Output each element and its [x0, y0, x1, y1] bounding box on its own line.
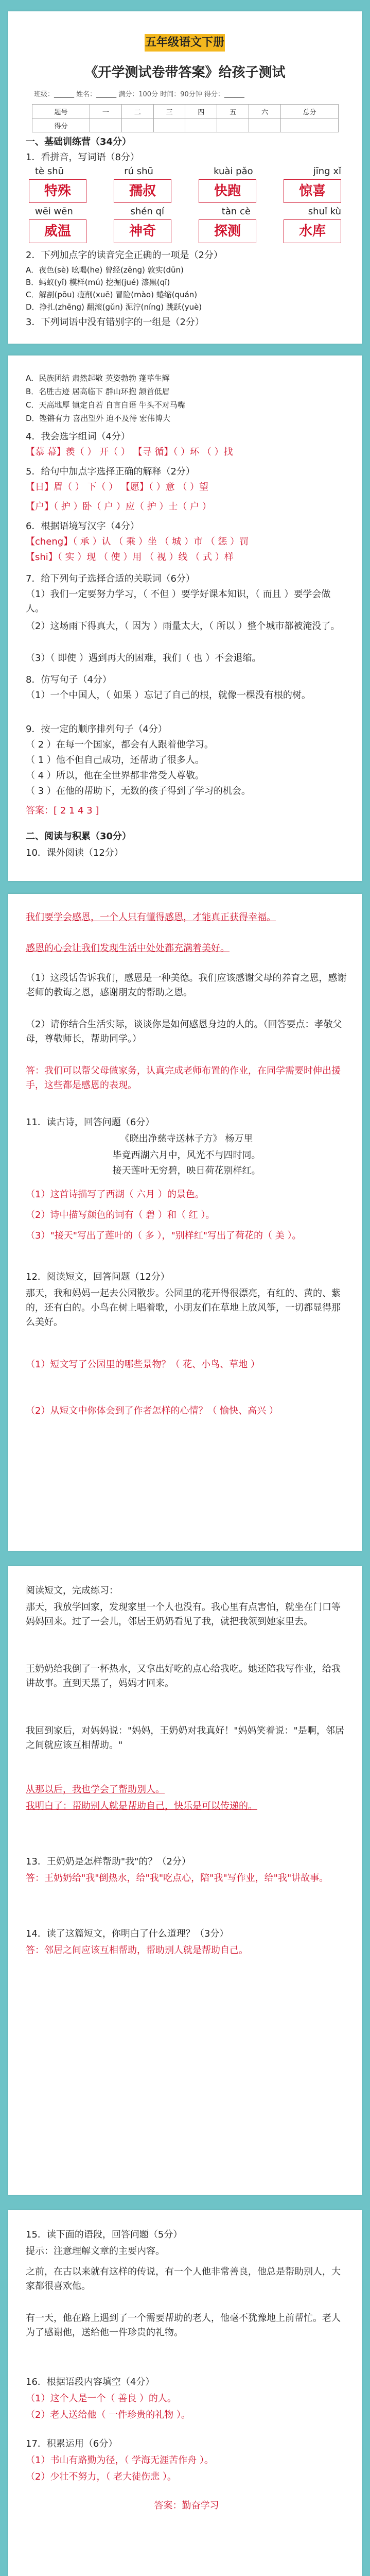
- fill-line: 【户】（ 护 ）卧（ 户 ）应（ 护 ）士（ 户 ）: [26, 501, 212, 512]
- poem-title: 《晓出净慈寺送林子方》 杨万里: [120, 1133, 253, 1144]
- score-row-header: 题号 一 二 三 四 五 六 总分: [32, 105, 339, 118]
- question-1: 1．看拼音，写词语（8分）: [26, 152, 139, 163]
- q5-answer: 【日】眉（ ） 下（ ） 【愿】（ ）意 （ ）望: [26, 482, 209, 493]
- question-2: 2．下列加点字的读音完全正确的一项是（2分）: [26, 250, 223, 261]
- section-title-2: 二、阅读与积累（30分）: [26, 831, 132, 842]
- grade-badge: 五年级语文下册: [145, 34, 225, 52]
- q11-answer-3: （3）"接天"写出了莲叶的（ 多 ），"别样红"写出了荷花的（ 美 ）。: [26, 1230, 302, 1241]
- sheet-5: [8, 2210, 362, 2576]
- q2-option-c: C．解剖(pōu) 瘦削(xuē) 冒险(mào) 蜷缩(quán): [26, 290, 198, 299]
- question-10: 10．课外阅读（12分）: [26, 848, 124, 858]
- question-7: 7．给下列句子选择合适的关联词（6分）: [26, 573, 195, 584]
- answer-boxes-2: 威温 神奇 探测 水库: [29, 219, 341, 243]
- answer-13: 答：王奶奶给"我"倒热水，给"我"吃点心，陪"我"写作业，给"我"讲故事。: [26, 1873, 329, 1884]
- q9-answer: 答案：[ 2 1 4 3 ]: [26, 805, 99, 816]
- page-title: 《开学测试卷带答案》给孩子测试: [84, 65, 286, 80]
- question-15: 15．读下面的语段，回答问题（5分）: [26, 2229, 183, 2240]
- question-13: 13．王奶奶是怎样帮助"我"的？（2分）: [26, 1856, 191, 1867]
- reading-para-3: 我回到家后，对妈妈说："妈妈，王奶奶对我真好！"妈妈笑着说："是啊，邻居之间就应该互相帮助。": [26, 1725, 344, 1751]
- story-answer-2: （2）从短文中你体会到了作者怎样的心情？（ 愉快、高兴 ）: [26, 1405, 278, 1416]
- reading-para-2: 王奶奶给我倒了一杯热水，又拿出好吃的点心给我吃。她还陪我写作业，给我讲故事。直到天黑了，妈妈才回来。: [26, 1664, 341, 1689]
- answer-17-1: （1）书山有路勤为径，（ 学海无涯苦作舟 ）。: [26, 2455, 214, 2466]
- question-4: 4．我会选字组词（4分）: [26, 431, 130, 442]
- exam-meta: 班级：______ 姓名：______ 满分：100分 时间：90分钟 得分：______: [34, 91, 244, 98]
- q7-item-1: （1）我们一定要努力学习，（ 不但 ）要学好课本知识，（ 而且 ）要学会做人。: [26, 589, 331, 614]
- reading-intro: 阅读短文，完成练习：: [26, 1585, 118, 1596]
- answer-17-2: （2）少壮不努力，（ 老大徒伤悲 ）。: [26, 2471, 177, 2482]
- q9-item-4: （ 3 ）在他的帮助下，无数的孩子得到了学习的机会。: [26, 786, 251, 796]
- paragraph-2: （2）请你结合生活实际，谈谈你是如何感恩身边的人的。（回答要点：孝敬父母，尊敬师长，帮助同学。）: [26, 1019, 342, 1044]
- q2-option-a: A．夜色(sè) 吆喝(he) 曾经(zēng) 敦实(dūn): [26, 265, 184, 275]
- section6-para-1: 之前，在古以来就有这样的传说，有一个人他非常善良，他总是帮助别人，大家都很喜欢他。: [26, 2266, 341, 2292]
- question-17: 17．积累运用（6分）: [26, 2438, 118, 2449]
- question-14: 14．读了这篇短文，你明白了什么道理？（3分）: [26, 1928, 229, 1939]
- poem-line-2: 接天莲叶无穷碧，映日荷花别样红。: [112, 1165, 261, 1176]
- section6-para-2: 有一天，他在路上遇到了一个需要帮助的老人，他毫不犹豫地上前帮忙。老人为了感谢他，送给他一件珍贵的礼物。: [26, 2313, 341, 2338]
- question-5: 5．给句中加点字选择正确的解释（2分）: [26, 466, 195, 477]
- question-12: 12．阅读短文，回答问题（12分）: [26, 1272, 170, 1282]
- score-row-values: 得分: [32, 118, 339, 132]
- pinyin-row-1: tè shū rú shū kuài pǎo jīng xǐ: [35, 166, 341, 177]
- q3-option-b: B．名胜古迹 居高临下 群山环抱 颔首低眉: [26, 387, 170, 396]
- q9-item-3: （ 4 ）所以，他在全世界都非常受人尊敬。: [26, 770, 204, 781]
- q4-answer: 【慕 幕】羡（ ） 开（ ） 【寻 循】（ ）环 （ ）找: [26, 447, 233, 457]
- highlight-2: 我明白了：帮助别人就是帮助自己，快乐是可以传递的。: [26, 1801, 257, 1811]
- q9-item-1: （ 2 ）在每一个国家，都会有人跟着他学习。: [26, 739, 214, 750]
- answer-box: 答案：勤奋学习: [154, 2500, 219, 2511]
- poem-line-1: 毕竟西湖六月中，风光不与四时同。: [112, 1150, 261, 1161]
- answer-boxes-1: 特殊 孺叔 快跑 惊喜: [29, 179, 341, 203]
- q11-answer-2: （2）诗中描写颜色的词有（ 碧 ）和（ 红 ）。: [26, 1210, 215, 1221]
- answer-14: 答：邻居之间应该互相帮助，帮助别人就是帮助自己。: [26, 1945, 248, 1956]
- q2-option-b: B．蚂蚁(yǐ) 模样(mú) 挖掘(jué) 漆黑(qī): [26, 278, 170, 287]
- pinyin-row-2: wēi wēn shén qí tàn cè shuǐ kù: [35, 206, 341, 217]
- question-11: 11．读古诗，回答问题（6分）: [26, 1117, 155, 1128]
- section-title: 一、基础训练营（34分）: [26, 137, 132, 147]
- question-6: 6．根据语境写汉字（4分）: [26, 521, 139, 532]
- answer-16-1: （1）这个人是一个（ 善良 ）的人。: [26, 2393, 177, 2404]
- question-3: 3．下列词语中没有错别字的一组是（2分）: [26, 317, 204, 328]
- answer-16-2: （2）老人送给他（ 一件珍贵的礼物 ）。: [26, 2410, 190, 2420]
- paragraph-3: 答：我们可以帮父母做家务，认真完成老师布置的作业，在同学需要时伸出援手，这些都是感恩的表现。: [26, 1065, 341, 1091]
- sheet-2: [8, 355, 362, 881]
- reading-para-1: 那天，我放学回家，发现家里一个人也没有。我心里有点害怕，就坐在门口等妈妈回来。过了一会儿，邻居王奶奶看见了我，就把我领到她家里去。: [26, 1602, 341, 1627]
- q3-option-c: C．天高地厚 镇定自若 自言自语 牛头不对马嘴: [26, 400, 185, 410]
- q9-item-2: （ 1 ）他不但自己成功，还帮助了很多人。: [26, 755, 204, 766]
- quote-2: 感恩的心会让我们发现生活中处处都充满着美好。: [26, 943, 230, 954]
- q3-option-a: A．民族团结 肃然起敬 英姿勃勃 蓬荜生辉: [26, 374, 170, 383]
- quote-1: 我们要学会感恩，一个人只有懂得感恩，才能真正获得幸福。: [26, 912, 276, 923]
- q6-answer-2: 【shi】（ 实 ）现 （ 使 ）用 （ 视 ）线 （ 式 ）样: [26, 552, 234, 563]
- q8-item: （1）一个中国人，（ 如果 ）忘记了自己的根，就像一棵没有根的树。: [26, 690, 311, 701]
- q7-item-2: （2）这场雨下得真大，（ 因为 ）雨量太大，（ 所以 ）整个城市都被淹没了。: [26, 621, 340, 632]
- question-16: 16．根据语段内容填空（4分）: [26, 2377, 155, 2387]
- sheet-3: [8, 894, 362, 1551]
- sheet-1: [8, 11, 362, 344]
- story-answer-1: （1）短文写了公园里的哪些景物？（ 花、小鸟、草地 ）: [26, 1359, 260, 1370]
- paragraph-1: （1）这段话告诉我们，感恩是一种美德。我们应该感谢父母的养育之恩，感谢老师的教诲之恩，感谢朋友的帮助之恩。: [26, 973, 347, 998]
- q7-item-3: （3）（ 即使 ）遇到再大的困难，我们（ 也 ）不会退缩。: [26, 653, 261, 664]
- q6-answer-1: 【cheng】（ 承 ）认 （ 乘 ）坐 （ 城 ）市 （ 惩 ）罚: [26, 536, 249, 547]
- story-text: 那天，我和妈妈一起去公园散步。公园里的花开得很漂亮，有红的、黄的、紫的，还有白的。小鸟在树上唱着歌，小朋友们在草地上放风筝，一切都显得那么美好。: [26, 1288, 341, 1328]
- highlight-1: 从那以后，我也学会了帮助别人。: [26, 1784, 165, 1795]
- q11-answer-1: （1）这首诗描写了西湖（ 六月 ）的景色。: [26, 1189, 204, 1200]
- q3-option-d: D．铿锵有力 喜出望外 迫不及待 宏伟博大: [26, 414, 170, 423]
- sheet-4: [8, 1566, 362, 2195]
- tips-text: 提示：注意理解文章的主要内容。: [26, 2246, 165, 2257]
- score-table: [32, 104, 339, 132]
- question-8: 8．仿写句子（4分）: [26, 674, 112, 685]
- q2-option-d: D．挣扎(zhēng) 翻滚(gǔn) 泥泞(níng) 跳跃(yuè): [26, 302, 202, 312]
- question-9: 9．按一定的顺序排列句子（4分）: [26, 724, 167, 735]
